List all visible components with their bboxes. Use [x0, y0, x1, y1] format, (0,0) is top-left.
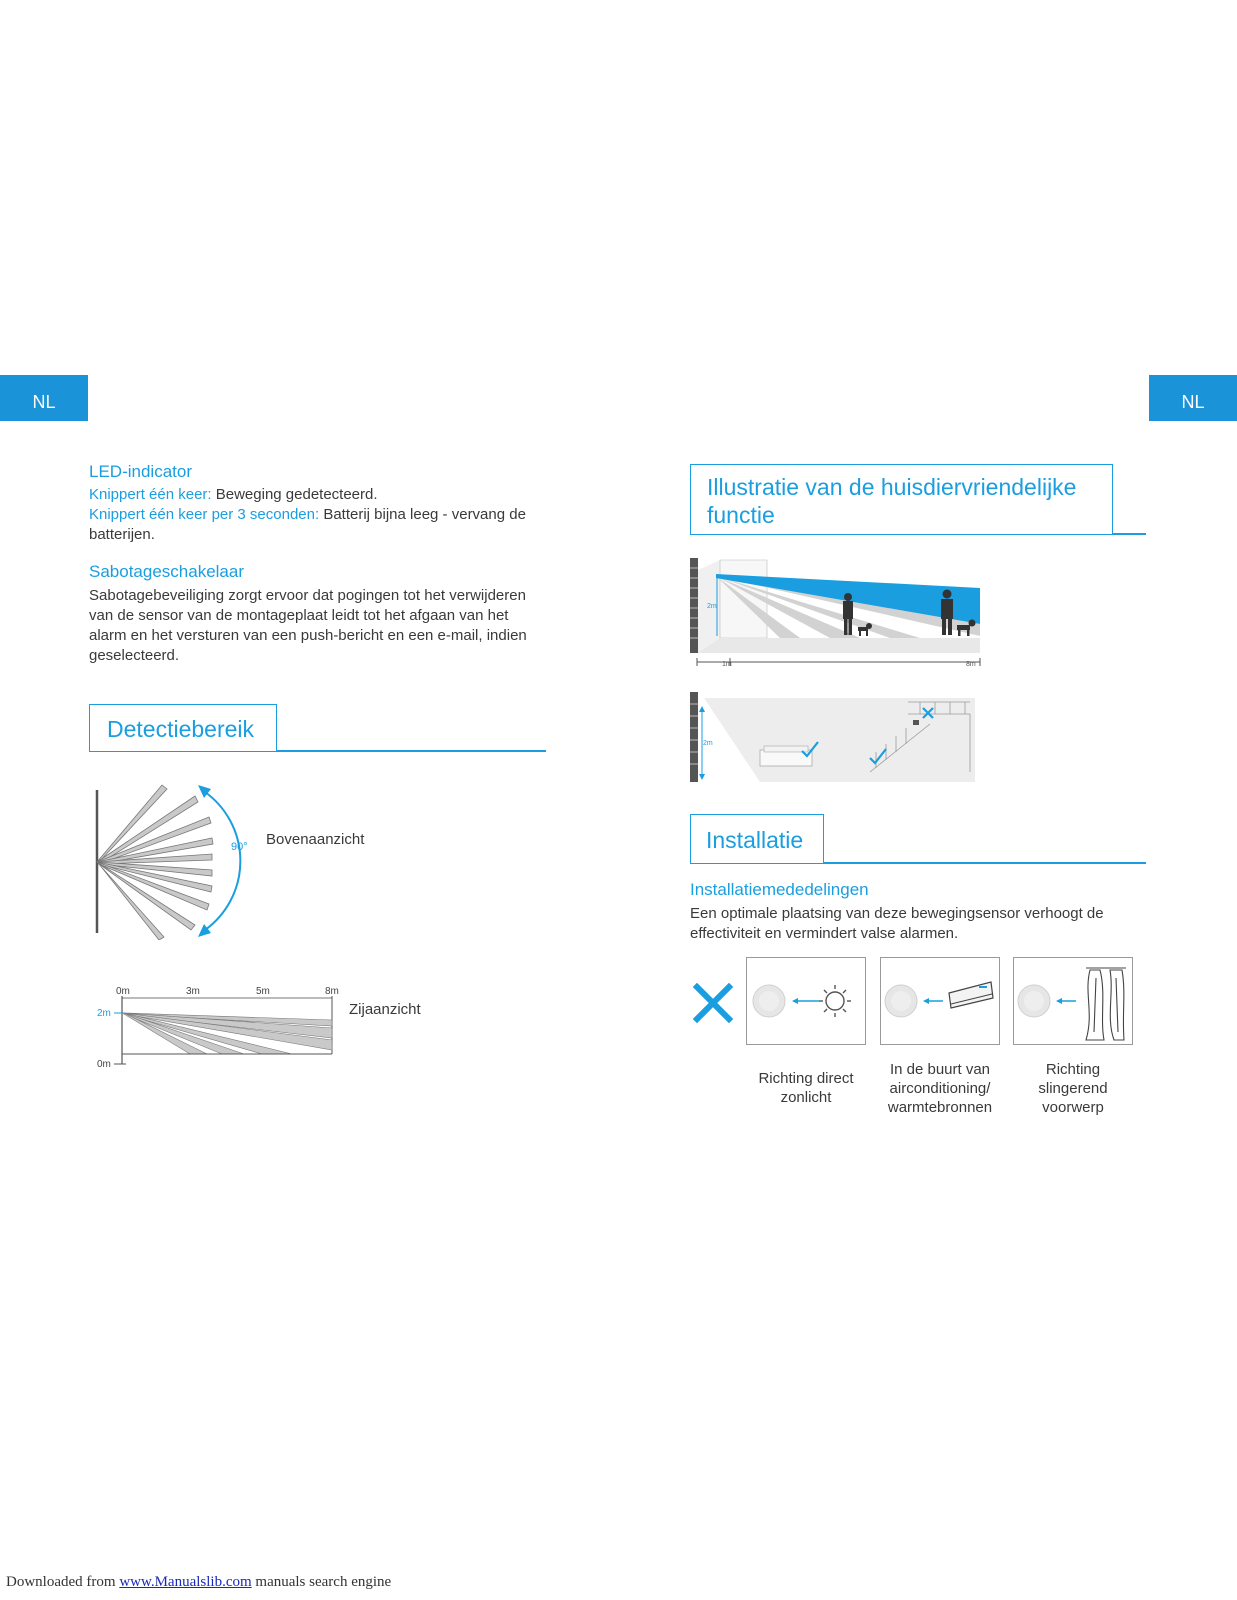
led-line1-value: Beweging gedetecteerd.	[211, 486, 378, 503]
sunlight-icon	[747, 958, 865, 1044]
tamper-description: Sabotagebeveiliging zorgt ervoor dat pogingen tot het verwijderen van de sensor van de montageplaat leidt tot het afgaan van het alarm en het versturen van een push-bericht en een e-mail, indien geselecteerd.	[89, 587, 527, 664]
pet-placement-illustration	[690, 692, 980, 784]
airco-box	[880, 957, 1000, 1045]
sunlight-box	[746, 957, 866, 1045]
manualslib-link[interactable]: www.Manualslib.com	[119, 1574, 252, 1590]
led-line2-key: Knippert één keer per 3 seconden:	[89, 506, 320, 523]
led-line2-value: Batterij bijna leeg - vervang de batterijen.	[89, 506, 526, 543]
footer-suffix: manuals search engine	[251, 1574, 392, 1590]
side-tick-8: 8m	[325, 986, 339, 997]
placement-height-label: 2m	[703, 740, 713, 747]
pet-distance-near: 1m	[722, 661, 732, 668]
caption-airco: In de buurt van airconditioning/ warmtebronnen	[887, 1061, 993, 1116]
curtain-icon	[1014, 958, 1132, 1044]
led-line1-key: Knippert één keer:	[89, 486, 212, 503]
pet-range-illustration	[690, 558, 985, 673]
top-view-label: Bovenaanzicht	[266, 831, 365, 848]
pet-heading: Illustratie van de huisdiervriendelijke functie	[690, 464, 1113, 535]
pet-distance-far: 8m	[966, 661, 976, 668]
language-tab-left	[0, 375, 88, 421]
detection-heading: Detectiebereik	[89, 704, 277, 752]
angle-label: 90°	[231, 841, 248, 853]
language-label: NL	[32, 392, 56, 412]
download-footer	[6, 1574, 391, 1591]
caption-sunlight: Richting direct zonlicht	[758, 1070, 854, 1106]
side-tick-0: 0m	[116, 986, 130, 997]
side-view-label: Zijaanzicht	[349, 1001, 421, 1018]
installation-subheading: Installatiemededelingen	[690, 880, 869, 899]
pet-height-label: 2m	[707, 603, 717, 610]
caption-curtain: Richting slingerend voorwerp	[1038, 1061, 1108, 1116]
top-view-diagram	[85, 780, 255, 940]
curtain-box	[1013, 957, 1133, 1045]
led-description	[89, 485, 549, 545]
side-tick-5: 5m	[256, 986, 270, 997]
side-floor-label: 0m	[97, 1059, 111, 1070]
installation-heading: Installatie	[690, 814, 824, 864]
led-heading: LED-indicator	[89, 462, 192, 481]
side-tick-3: 3m	[186, 986, 200, 997]
installation-description: Een optimale plaatsing van deze bewegingsensor verhoogt de effectiviteit en vermindert valse alarmen.	[690, 905, 1104, 942]
language-label: NL	[1181, 392, 1205, 412]
air-conditioner-icon	[881, 958, 999, 1044]
tamper-heading: Sabotageschakelaar	[89, 562, 245, 581]
not-allowed-icon	[693, 983, 733, 1023]
language-tab-right	[1149, 375, 1237, 421]
side-view-diagram	[112, 996, 337, 1068]
side-height-label: 2m	[97, 1008, 111, 1019]
footer-prefix: Downloaded from	[6, 1574, 120, 1590]
